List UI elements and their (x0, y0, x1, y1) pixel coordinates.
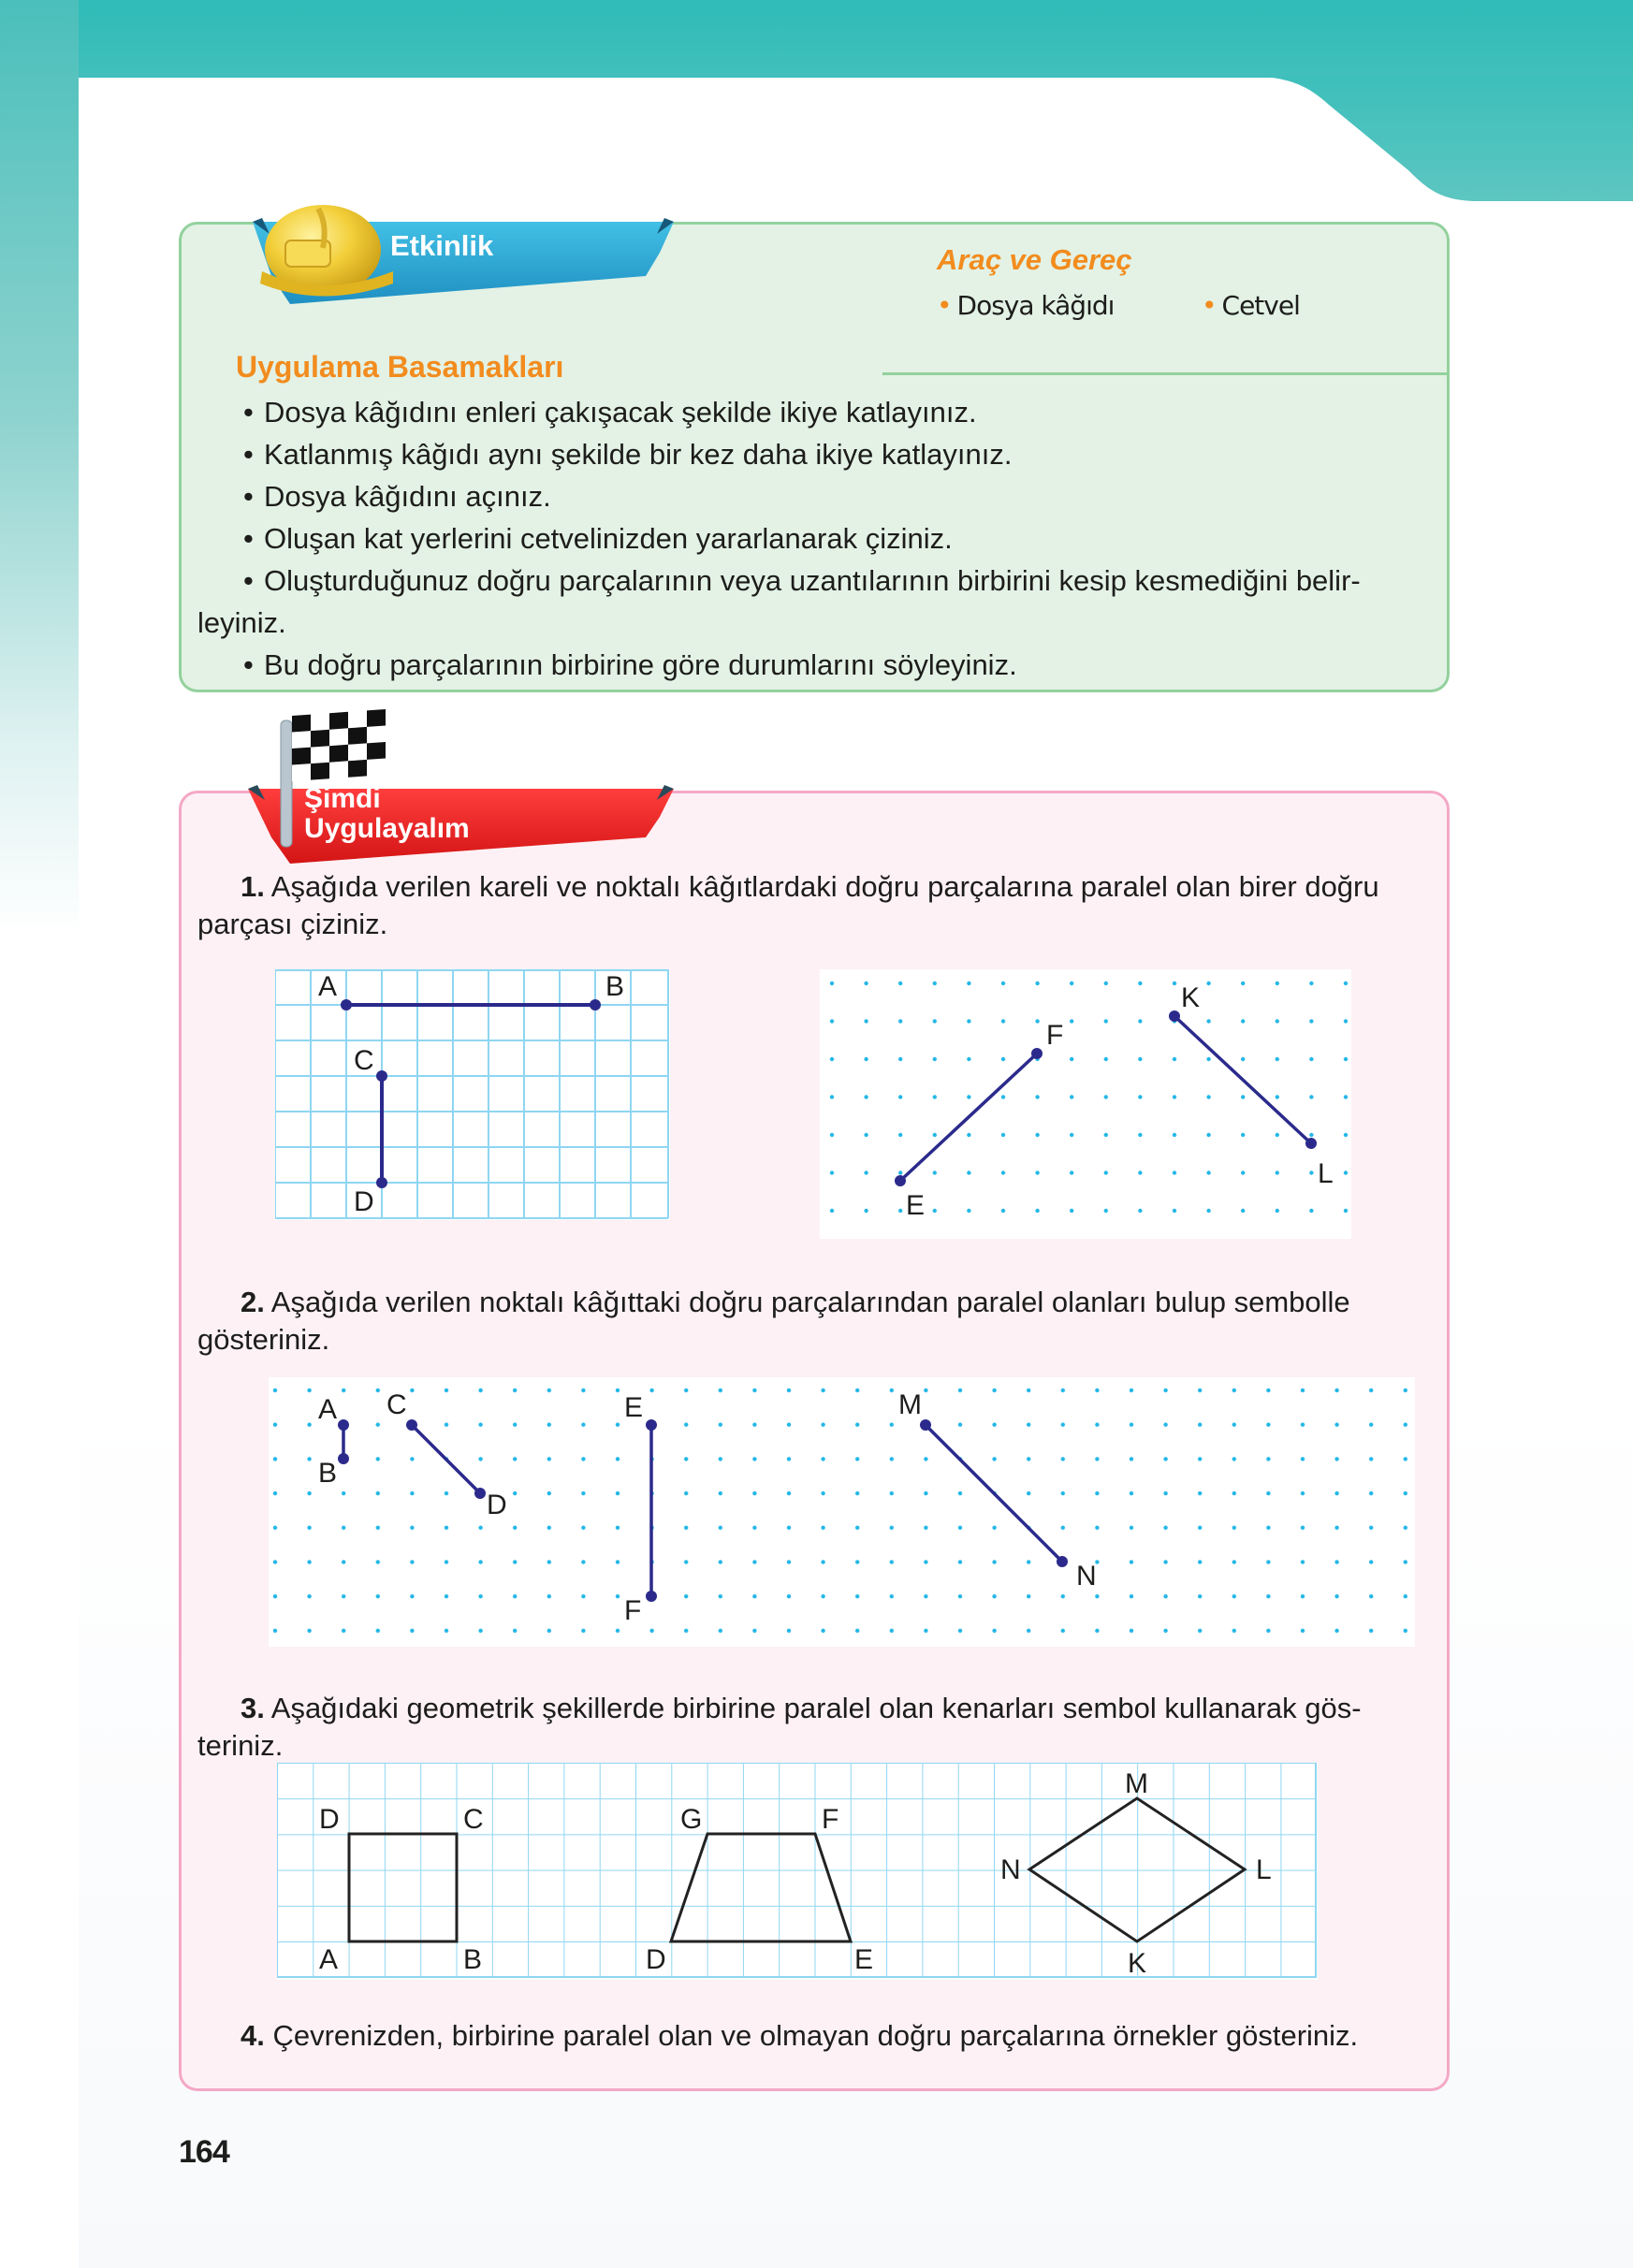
step-item: • Dosya kâğıdını enleri çakışacak şekilde ikiye katlayınız. (243, 396, 977, 429)
activity-badge-label: Etkinlik (390, 229, 494, 262)
point-label: K (1128, 1948, 1147, 1979)
point-label: G (680, 1804, 703, 1835)
point-label: L (1318, 1158, 1334, 1189)
question-1: 1. Aşağıda verilen kareli ve noktalı kâğıtlardaki doğru parçalarına paralel olan birer doğru (241, 870, 1379, 903)
step-item: • Katlanmış kâğıdı aynı şekilde bir kez daha ikiye katlayınız. (243, 438, 1013, 471)
step-item: • Oluşan kat yerlerini cetvelinizden yararlanarak çiziniz. (243, 522, 953, 555)
point-label: A (319, 1944, 339, 1975)
q1-dot-figure (820, 969, 1351, 1239)
point-label: A (318, 1394, 338, 1425)
step-item-continued: leyiniz. (197, 606, 286, 639)
question-3: 3. Aşağıdaki geometrik şekillerde birbirine paralel olan kenarları sembol kullanarak gös- (241, 1692, 1362, 1724)
point-label: D (487, 1490, 507, 1520)
left-margin-band (0, 0, 79, 936)
tools-title: Araç ve Gereç (937, 243, 1132, 276)
point-label: C (386, 1389, 407, 1420)
point-label: C (463, 1804, 484, 1835)
page-corner-curve (1254, 77, 1633, 203)
bullet-icon: • (1202, 290, 1217, 321)
question-2-cont: gösteriniz. (197, 1323, 330, 1356)
point-label: M (1125, 1768, 1148, 1799)
point-label: K (1181, 982, 1201, 1013)
point-label: D (319, 1804, 340, 1835)
point-label: F (822, 1804, 839, 1835)
point-label: D (646, 1944, 666, 1975)
point-label: E (854, 1944, 874, 1975)
point-label: F (1046, 1020, 1064, 1051)
q2-dot-figure (269, 1377, 1415, 1647)
question-4: 4. Çevrenizden, birbirine paralel olan ve olmayan doğru parçalarına örnekler gösteriniz. (241, 2019, 1359, 2052)
point-label: L (1256, 1854, 1272, 1885)
line-segments (346, 1005, 595, 1183)
step-item: • Bu doğru parçalarının birbirine göre durumlarını söyleyiniz. (243, 648, 1017, 681)
point-label: F (624, 1595, 642, 1626)
point-label: B (463, 1944, 483, 1975)
tools-item: • Dosya kâğıdı (937, 290, 1115, 321)
helmet-icon (260, 205, 393, 297)
point-label: D (354, 1186, 374, 1217)
question-3-cont: teriniz. (197, 1729, 284, 1762)
point-label: N (1000, 1854, 1021, 1885)
point-label: E (624, 1392, 644, 1423)
step-item: • Oluşturduğunuz doğru parçalarının veya uzantılarının birbirini kesip kesmediğini belir- (243, 564, 1361, 597)
steps-title: Uygulama Basamakları (236, 350, 564, 384)
point-label: A (318, 971, 338, 1002)
segment-endpoints (341, 999, 601, 1188)
section-divider (882, 372, 1450, 375)
point-label: B (318, 1458, 338, 1489)
step-item: • Dosya kâğıdını açınız. (243, 480, 551, 513)
q3-grid-figure (277, 1763, 1318, 1980)
bullet-icon: • (937, 290, 952, 321)
point-label: C (354, 1045, 374, 1076)
tools-item: • Cetvel (1202, 290, 1300, 321)
question-2: 2. Aşağıda verilen noktalı kâğıttaki doğru parçalarından paralel olanları bulup sembolle (241, 1286, 1350, 1318)
practice-badge-label: Şimdi Uygulayalım (304, 783, 470, 844)
question-1-cont: parçası çiziniz. (197, 908, 388, 940)
page-number: 164 (179, 2134, 229, 2170)
point-label: B (605, 971, 625, 1002)
point-label: E (906, 1190, 926, 1221)
point-label: M (898, 1389, 922, 1420)
point-label: N (1076, 1561, 1097, 1592)
q1-grid-figure (275, 969, 670, 1220)
